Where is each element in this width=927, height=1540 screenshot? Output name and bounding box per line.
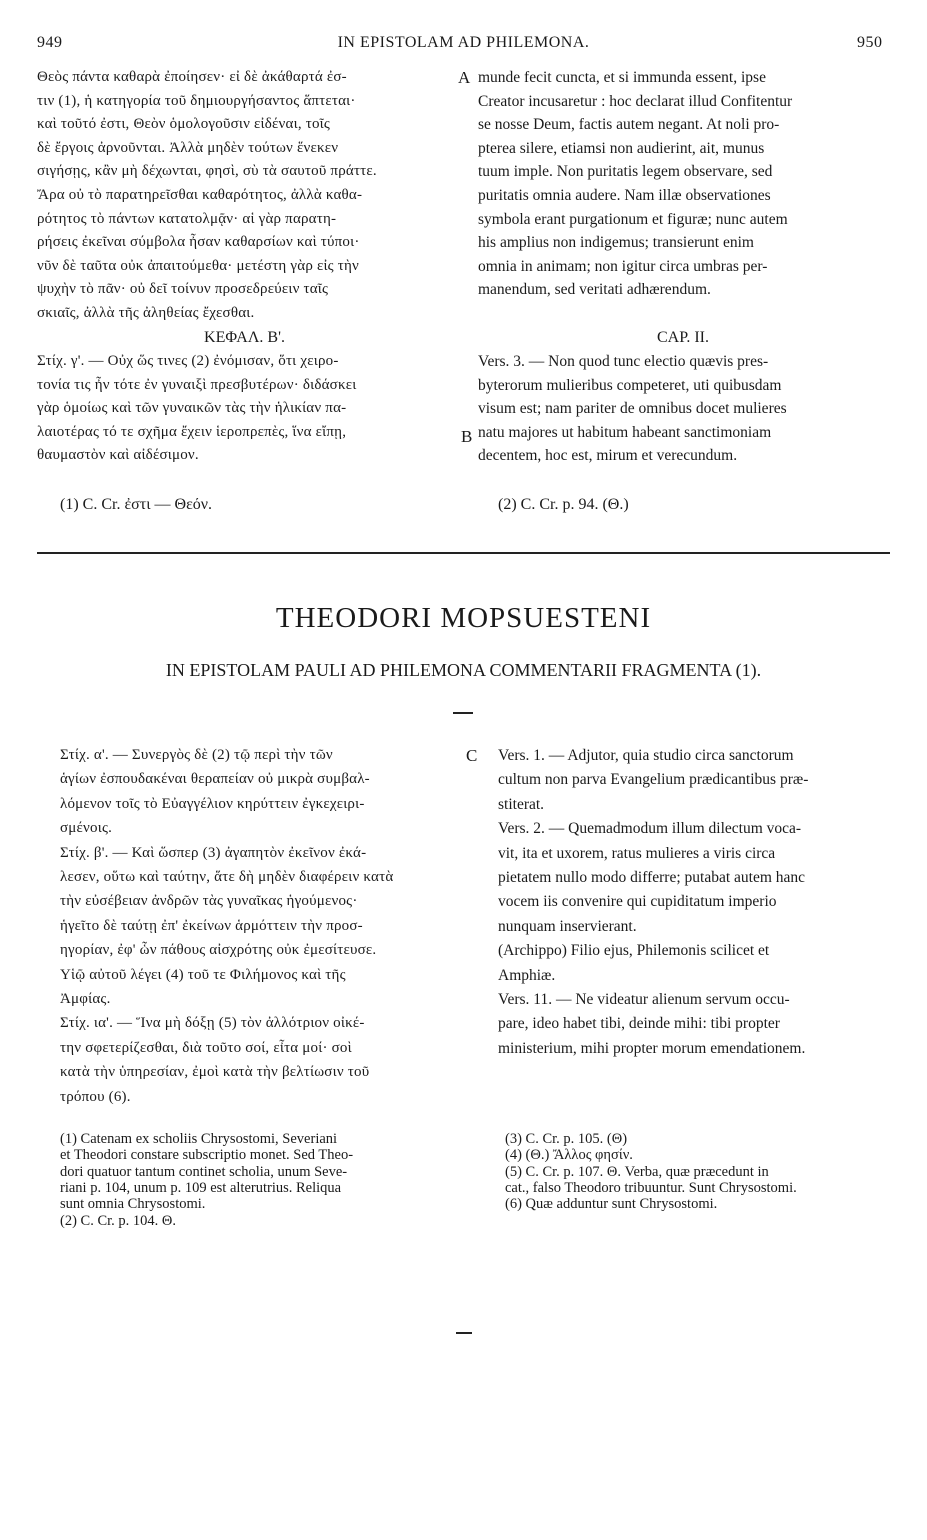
greek-text-line: σμένοις. xyxy=(60,820,113,837)
margin-letter-a: A xyxy=(458,68,471,87)
greek-text-line: λαιοτέρας τό τε σχῆμα ἔχειν ἱεροπρεπὲς, ἵνα εἴπῃ, xyxy=(37,423,347,440)
footnote-line: sunt omnia Chrysostomi. xyxy=(60,1196,206,1213)
latin-text-line: byterorum mulieribus competeret, uti quibusdam xyxy=(478,376,782,394)
footnote-line: (1) Catenam ex scholiis Chrysostomi, Severiani xyxy=(60,1131,338,1147)
latin-text-line: natu majores ut habitum habeant sanctimoniam xyxy=(478,423,772,441)
greek-text-line: Στίχ. ια'. — Ἵνα μὴ δόξῃ (5) τὸν ἀλλότριον οἰκέ- xyxy=(60,1015,365,1032)
running-title: IN EPISTOLAM AD PHILEMONA. xyxy=(337,34,590,51)
title-dash xyxy=(453,712,473,714)
page-number-right: 950 xyxy=(857,34,883,51)
greek-text-line: τὴν εὐσέβειαν ἀνδρῶν τὰς γυναῖκας ἡγούμενος· xyxy=(60,893,358,910)
greek-text-line: την σφετερίζεσθαι, διὰ τοῦτο σοί, εἶτα μοί· σοὶ xyxy=(60,1039,352,1056)
greek-text-line: ηγορίαν, ἐφ' ὧν πάθους αἰσχρότης οὐκ ἐμεσίτευσε. xyxy=(60,942,377,959)
latin-text-line: Vers. 3. — Non quod tunc electio quævis pres- xyxy=(478,353,769,370)
page-number-left: 949 xyxy=(37,34,63,51)
footnote-line: (4) (Θ.) Ἄλλος φησίν. xyxy=(505,1147,633,1164)
footnote-line: (6) Quæ adduntur sunt Chrysostomi. xyxy=(505,1196,718,1213)
greek-text-line: σκιαῖς, ἀλλὰ τῆς ἀληθείας ἔχεσθαι. xyxy=(37,305,255,321)
greek-text-line: Ἀμφίας. xyxy=(60,991,111,1007)
greek-text-line: Στίχ. γ'. — Οὐχ ὥς τινες (2) ἐνόμισαν, ὅτι χειρο- xyxy=(37,353,339,369)
greek-text-line: νῦν δὲ ταῦτα οὐκ ἀπαιτούμεθα· μετέστη γὰρ εἰς τὴν xyxy=(37,257,360,274)
greek-text-line: ρότητος τὸ πάντων κατατολμᾷν· αἱ γὰρ παρατη- xyxy=(37,210,337,227)
greek-text-line: τρόπου (6). xyxy=(60,1088,131,1105)
latin-text-line: Vers. 1. — Adjutor, quia studio circa sanctorum xyxy=(498,747,794,764)
greek-text-line: ἡγεῖτο δὲ ταύτῃ ἐπ' ἐκείνων ἁρμόττειν τὴν προσ- xyxy=(60,917,363,934)
latin-text-line: pare, ideo habet tibi, deinde mihi: tibi propter xyxy=(498,1015,780,1033)
greek-text-line: Θεὸς πάντα καθαρὰ ἐποίησεν· εἰ δὲ ἀκάθαρτά ἐσ- xyxy=(37,69,347,85)
greek-text-line: λεσεν, οὕτω καὶ ταύτην, ἅτε δὴ μηδὲν διαφέρειν κατὰ xyxy=(60,869,394,885)
greek-text-line: λόμενον τοῖς τὸ Εὐαγγέλιον κηρύττειν ἐγκεχειρι- xyxy=(60,795,365,812)
latin-text-line: (Archippo) Filio ejus, Philemonis scilicet et xyxy=(498,942,770,960)
greek-text-line: Στίχ. α'. — Συνεργὸς δὲ (2) τῷ περὶ τὴν τῶν xyxy=(60,747,333,763)
greek-text-line: καὶ τοῦτό ἐστι, Θεὸν ὁμολογοῦσιν εἰδέναι, τοῖς xyxy=(37,116,331,133)
greek-text-line: δὲ ἔργοις ἀρνοῦνται. Ἀλλὰ μηδὲν τούτων ἕνεκεν xyxy=(37,139,339,156)
greek-text-line: κατὰ τὴν ὑπηρεσίαν, ἐμοὶ κατὰ τὴν βελτίωσιν τοῦ xyxy=(60,1064,370,1081)
latin-text-line: pietatem nullo modo differre; putabat autem hanc xyxy=(498,869,806,886)
end-dash xyxy=(456,1332,472,1334)
latin-text-line: stiterat. xyxy=(498,795,545,813)
latin-text-line: ministerium, mihi propter morum emendationem. xyxy=(498,1039,806,1057)
latin-text-line: Creator incusaretur : hoc declarat illud Confitentur xyxy=(478,92,793,110)
latin-text-line: vocem iis convenire qui cupiditatum imperio xyxy=(498,893,777,911)
latin-text-line: nunquam inservierant. xyxy=(498,917,637,935)
greek-text-line: Ἄρα οὐ τὸ παρατηρεῖσθαι καθαρότητος, ἀλλὰ καθα- xyxy=(37,187,363,203)
greek-chapter-heading: ΚΕΦΑΛ. Β'. xyxy=(204,329,285,346)
latin-text-line: his amplius non indigemus; transierunt enim xyxy=(478,234,754,252)
top-latin-footnote: (2) C. Cr. p. 94. (Θ.) xyxy=(498,496,629,513)
top-greek-footnote: (1) C. Cr. ἐστι — Θεόν. xyxy=(60,496,213,513)
main-title: THEODORI MOPSUESTENI xyxy=(275,602,652,634)
latin-text-line: visum est; nam pariter de omnibus docet mulieres xyxy=(478,400,787,418)
sub-title: IN EPISTOLAM PAULI AD PHILEMONA COMMENTARII FRAGMENTA (1). xyxy=(165,660,762,680)
latin-chapter-heading: CAP. II. xyxy=(656,329,709,346)
latin-text-line: Vers. 2. — Quemadmodum illum dilectum voca- xyxy=(498,820,802,838)
footnote-line: riani p. 104, unum p. 109 est alterutrius. Reliqua xyxy=(60,1179,342,1196)
greek-text-line: Υἱῷ αὐτοῦ λέγει (4) τοῦ τε Φιλήμονος καὶ τῆς xyxy=(60,966,346,983)
greek-text-line: ψυχὴν τὸ πᾶν· οὐ δεῖ τοίνυν προσεδρεύειν ταῖς xyxy=(37,281,329,298)
latin-text-line: pterea silere, etiamsi non audierint, ait, munus xyxy=(478,139,765,157)
latin-text-line: vit, ita et uxorem, ratus mulieres a viris circa xyxy=(498,844,776,862)
footnote-line: (5) C. Cr. p. 107. Θ. Verba, quæ præcedunt in xyxy=(505,1163,769,1180)
latin-text-line: Vers. 11. — Ne videatur alienum servum occu- xyxy=(498,991,790,1008)
greek-text-line: τιν (1), ἡ κατηγορία τοῦ δημιουργήσαντος ἅπτεται· xyxy=(37,92,356,109)
footnote-line: et Theodori constare subscriptio monet. Sed Theo- xyxy=(60,1147,354,1164)
latin-text-line: omnia in animam; non igitur circa umbras per- xyxy=(478,257,768,275)
latin-text-line: puritatis omnia audere. Nam illæ observationes xyxy=(478,187,771,204)
greek-text-line: τονία τις ἦν τότε ἐν γυναιξὶ πρεσβυτέρων· διδάσκει xyxy=(37,376,357,393)
greek-text-line: ἁγίων ἐσπουδακέναι θεραπείαν οὐ μικρὰ συμβαλ- xyxy=(60,771,370,788)
greek-text-line: ρήσεις ἐκεῖναι σύμβολα ἦσαν καθαρσίων καὶ τύποι· xyxy=(37,234,360,251)
margin-letter-b: B xyxy=(461,427,473,446)
footnote-line: (2) C. Cr. p. 104. Θ. xyxy=(60,1212,176,1229)
margin-letter-c: C xyxy=(466,746,478,765)
greek-text-line: γὰρ ὁμοίως καὶ τῶν γυναικῶν τὰς τὴν ἡλικίαν πα- xyxy=(37,400,347,417)
latin-text-line: cultum non parva Evangelium prædicantibus præ- xyxy=(498,771,809,789)
latin-text-line: Amphiæ. xyxy=(498,966,556,984)
latin-text-line: se nosse Deum, factis autem negant. At noli pro- xyxy=(478,116,780,134)
footnote-line: dori quatuor tantum continet scholia, unum Seve- xyxy=(60,1163,348,1180)
footnote-line: cat., falso Theodoro tribuuntur. Sunt Chrysostomi. xyxy=(505,1179,797,1196)
latin-text-line: manendum, sed veritati adhærendum. xyxy=(478,281,711,299)
latin-text-line: symbola erant purgationum et figuræ; nunc autem xyxy=(478,210,788,228)
latin-text-line: munde fecit cuncta, et si immunda essent, ipse xyxy=(478,69,766,86)
greek-text-line: θαυμαστὸν καὶ αἰδέσιμον. xyxy=(37,447,199,464)
section-divider xyxy=(37,552,890,554)
greek-text-line: σιγήσῃς, κἂν μὴ δέχωνται, φησὶ, σὺ τὰ σαυτοῦ πράττε. xyxy=(37,163,377,180)
latin-text-line: tuum imple. Non puritatis legem observare, sed xyxy=(478,163,773,181)
latin-text-line: decentem, hoc est, mirum et verecundum. xyxy=(478,447,738,465)
footnote-line: (3) C. Cr. p. 105. (Θ) xyxy=(505,1131,628,1147)
greek-text-line: Στίχ. β'. — Καὶ ὥσπερ (3) ἀγαπητὸν ἐκεῖνον ἐκά- xyxy=(60,844,367,861)
